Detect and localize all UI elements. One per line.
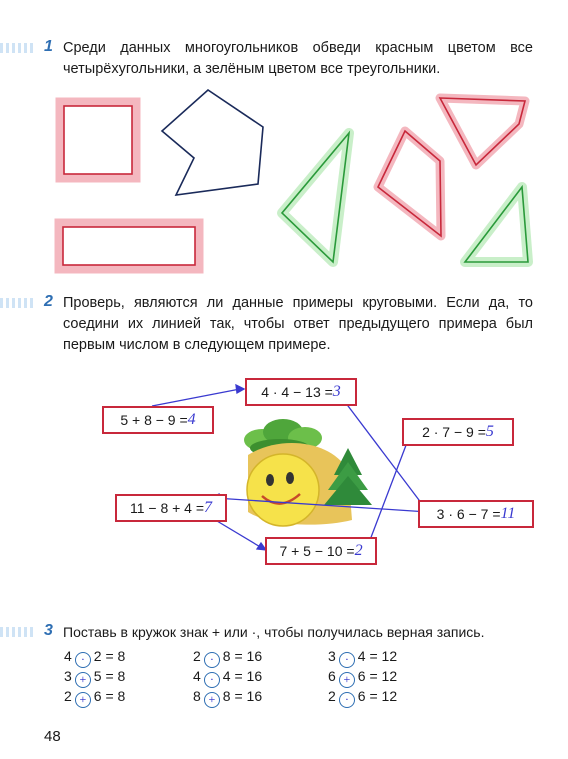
example-expr-5: 3 · 6 − 7 = <box>436 506 501 522</box>
example-answer-5: 11 <box>500 505 516 522</box>
example-answer-1: 4 <box>187 411 196 428</box>
sign-circle[interactable]: + <box>339 672 355 688</box>
task1-line-2: четырёхугольники, а зелёным цветом все треугольники. <box>63 61 441 77</box>
task2-number: 2 <box>44 293 53 310</box>
example-expr-3: 2 · 7 − 9 = <box>422 424 486 440</box>
example-box-1 <box>102 406 214 434</box>
sign-circle[interactable]: + <box>204 692 220 708</box>
task1-line-1: Среди данных многоугольников обведи красным цветом все <box>63 40 533 56</box>
example-expr-2: 4 · 4 − 13 = <box>261 384 333 400</box>
example-answer-4: 7 <box>204 499 213 516</box>
sign-circle[interactable]: + <box>75 692 91 708</box>
task3-row: 4 · 4 = 16 <box>193 668 263 686</box>
task1-number: 1 <box>44 38 53 55</box>
task3-row: 2 + 6 = 8 <box>64 688 126 706</box>
sign-circle[interactable]: · <box>204 652 220 668</box>
task3-marker <box>0 627 34 637</box>
task2-line-1: Проверь, являются ли данные примеры круговыми. Если да, то <box>63 295 533 311</box>
example-expr-1: 5 + 8 − 9 = <box>120 412 188 428</box>
task3-number: 3 <box>44 622 53 639</box>
task3-row: 2 · 8 = 16 <box>193 648 263 666</box>
example-box-2 <box>245 378 357 406</box>
example-box-5 <box>418 500 534 528</box>
task3-row: 6 + 6 = 12 <box>328 668 398 686</box>
task3-row: 4 · 2 = 8 <box>64 648 126 666</box>
sign-circle[interactable]: + <box>75 672 91 688</box>
page-number: 48 <box>44 728 61 745</box>
task3-row: 2 · 6 = 12 <box>328 688 398 706</box>
example-answer-2: 3 <box>332 383 341 400</box>
sign-circle[interactable]: · <box>339 652 355 668</box>
sign-circle[interactable]: · <box>339 692 355 708</box>
example-box-6 <box>265 537 377 565</box>
task2-line-3: первым числом в следующем примере. <box>63 337 331 353</box>
example-box-4 <box>115 494 227 522</box>
kolobok-illustration <box>247 454 319 526</box>
task2-line-2: соедини их линией так, чтобы ответ предыдущего примера был <box>63 316 533 332</box>
sign-circle[interactable]: · <box>204 672 220 688</box>
example-box-3 <box>402 418 514 446</box>
example-expr-4: 11 − 8 + 4 = <box>129 500 205 516</box>
example-answer-6: 2 <box>354 542 363 559</box>
task3-row: 3 · 4 = 12 <box>328 648 398 666</box>
task3-row: 8 + 8 = 16 <box>193 688 263 706</box>
example-expr-6: 7 + 5 − 10 = <box>279 543 355 559</box>
example-answer-3: 5 <box>485 423 494 440</box>
sign-circle[interactable]: · <box>75 652 91 668</box>
task3-text: Поставь в кружок знак + или ·, чтобы получилась верная запись. <box>63 624 485 640</box>
task3-row: 3 + 5 = 8 <box>64 668 126 686</box>
